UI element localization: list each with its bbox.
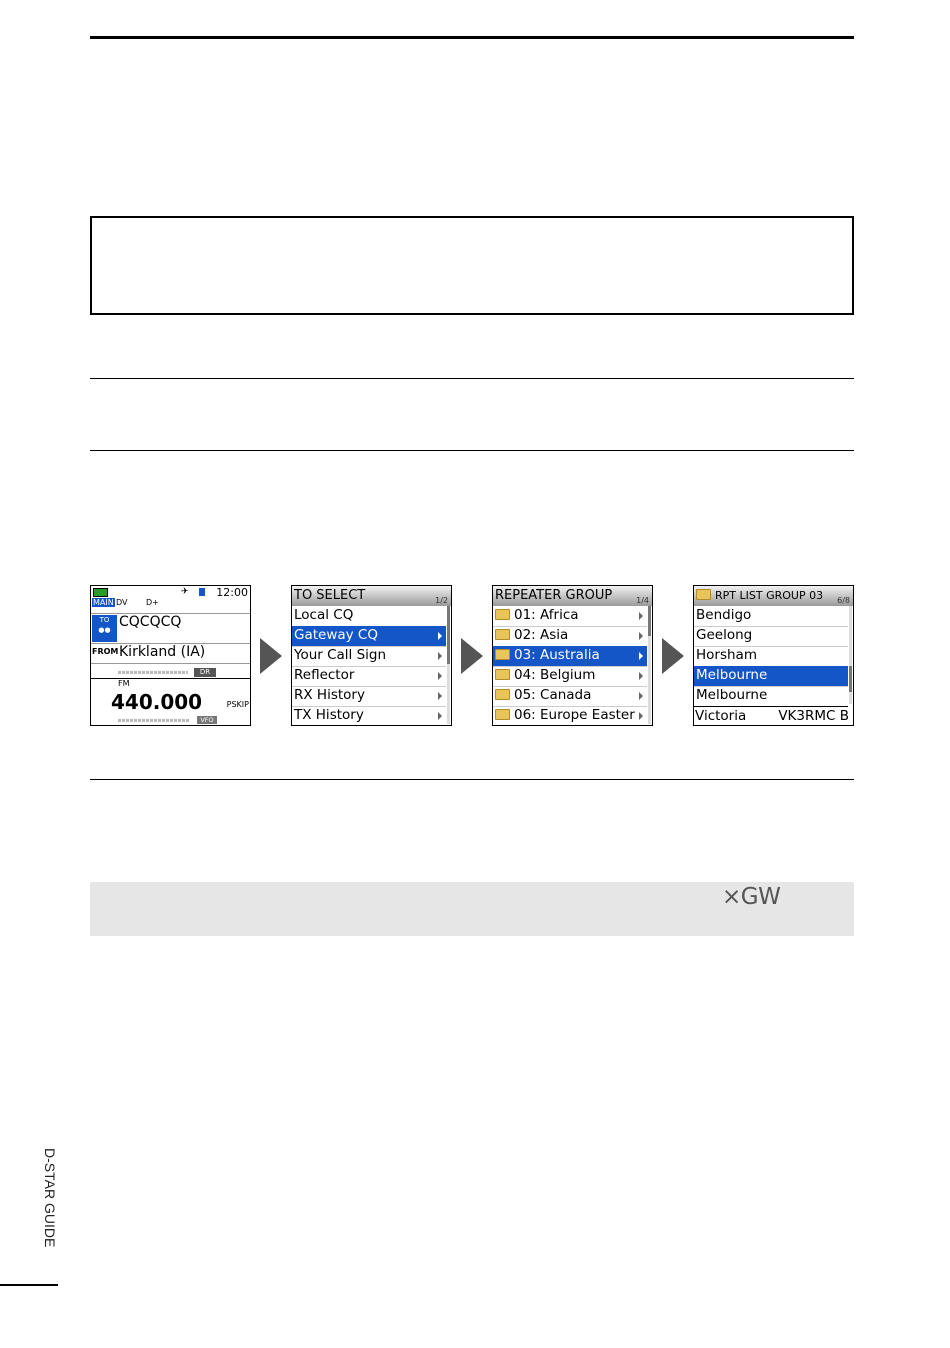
menu-item[interactable]: 01: Africa bbox=[493, 606, 647, 627]
menu-item[interactable]: RX History bbox=[292, 686, 446, 707]
menu-header bbox=[694, 586, 853, 606]
menu-item[interactable]: 05: Canada bbox=[493, 686, 647, 707]
chevron-right-icon bbox=[438, 632, 442, 640]
chevron-right-icon bbox=[438, 692, 442, 700]
chevron-right-icon bbox=[438, 712, 442, 720]
page-indicator: 1/4 bbox=[636, 596, 649, 605]
frequency-readout: 440.000 bbox=[111, 690, 203, 714]
main-display-screen bbox=[90, 585, 251, 726]
menu-item[interactable]: 03: Australia bbox=[493, 646, 647, 667]
menu-item[interactable]: 04: Belgium bbox=[493, 666, 647, 687]
dr-tag: DR bbox=[194, 668, 216, 677]
mode-label: DV bbox=[116, 598, 128, 607]
folder-icon bbox=[495, 629, 510, 640]
chevron-right-icon bbox=[639, 692, 643, 700]
divider bbox=[91, 678, 250, 679]
to-select-screen bbox=[291, 585, 452, 726]
section-rule-3 bbox=[90, 779, 854, 780]
list-item[interactable]: Melbourne bbox=[694, 686, 848, 707]
chevron-right-icon bbox=[438, 652, 442, 660]
sd-card-icon bbox=[199, 588, 205, 596]
repeater-detail-row bbox=[694, 706, 853, 725]
menu-item[interactable]: Local CQ bbox=[292, 606, 446, 627]
clock: 12:00 bbox=[216, 586, 248, 599]
repeater-callsign: VK3RMC B bbox=[778, 708, 849, 724]
arrow-right-icon bbox=[662, 638, 684, 674]
repeater-area: Victoria bbox=[695, 708, 747, 724]
scrollbar[interactable] bbox=[648, 606, 651, 724]
from-badge: FROM bbox=[92, 647, 119, 656]
gps-icon: ✈ bbox=[181, 587, 189, 597]
main-band-label: MAIN bbox=[93, 598, 114, 607]
menu-item[interactable]: 06: Europe Easter bbox=[493, 706, 647, 726]
folder-icon bbox=[495, 649, 510, 660]
menu-item[interactable]: TX History bbox=[292, 706, 446, 726]
section-side-label: D-STAR GUIDE bbox=[42, 1148, 58, 1248]
chevron-right-icon bbox=[438, 672, 442, 680]
side-rule bbox=[0, 1284, 58, 1286]
menu-title: RPT LIST GROUP 03 bbox=[696, 589, 823, 602]
folder-icon bbox=[495, 609, 510, 620]
chevron-right-icon bbox=[639, 672, 643, 680]
menu-item[interactable]: Gateway CQ bbox=[292, 626, 446, 647]
scrollbar[interactable] bbox=[849, 606, 852, 704]
scrollbar[interactable] bbox=[447, 606, 450, 724]
divider bbox=[91, 663, 250, 664]
menu-item[interactable]: Your Call Sign bbox=[292, 646, 446, 667]
to-callsign: CQCQCQ bbox=[119, 614, 182, 630]
folder-icon bbox=[696, 589, 711, 600]
folder-icon bbox=[495, 689, 510, 700]
xgw-indicator: ×GW bbox=[722, 884, 781, 910]
chevron-right-icon bbox=[639, 652, 643, 660]
list-item[interactable]: Horsham bbox=[694, 646, 848, 667]
menu-item[interactable]: 02: Asia bbox=[493, 626, 647, 647]
pskip-label: PSKIP bbox=[226, 700, 249, 709]
rpt-list-screen bbox=[693, 585, 854, 726]
menu-header bbox=[292, 586, 451, 606]
menu-item[interactable]: Reflector bbox=[292, 666, 446, 687]
chevron-right-icon bbox=[639, 632, 643, 640]
section-rule-2 bbox=[90, 450, 854, 451]
page-indicator: 6/8 bbox=[837, 596, 850, 605]
list-item[interactable]: Melbourne bbox=[694, 666, 848, 687]
bordered-box bbox=[90, 216, 854, 315]
arrow-right-icon bbox=[461, 638, 483, 674]
folder-icon bbox=[495, 669, 510, 680]
status-bar bbox=[91, 586, 250, 598]
page-indicator: 1/2 bbox=[435, 596, 448, 605]
chevron-right-icon bbox=[639, 612, 643, 620]
section-rule-1 bbox=[90, 378, 854, 379]
menu-title: REPEATER GROUP bbox=[495, 588, 613, 603]
arrow-right-icon bbox=[260, 638, 282, 674]
repeater-group-screen bbox=[492, 585, 653, 726]
menu-title: TO SELECT bbox=[294, 588, 366, 603]
fm-label: FM bbox=[118, 679, 130, 688]
top-rule bbox=[90, 36, 854, 39]
to-badge: TO ●● bbox=[92, 615, 117, 642]
signal-meter bbox=[118, 719, 190, 722]
chevron-right-icon bbox=[639, 712, 643, 720]
signal-meter bbox=[118, 671, 188, 674]
battery-icon bbox=[93, 588, 108, 597]
folder-icon bbox=[495, 709, 510, 720]
vfo-tag: VFO bbox=[197, 716, 217, 724]
menu-header bbox=[493, 586, 652, 606]
list-item[interactable]: Bendigo bbox=[694, 606, 848, 627]
dplus-label: D+ bbox=[146, 598, 159, 607]
list-item[interactable]: Geelong bbox=[694, 626, 848, 647]
from-callsign: Kirkland (IA) bbox=[119, 644, 206, 660]
